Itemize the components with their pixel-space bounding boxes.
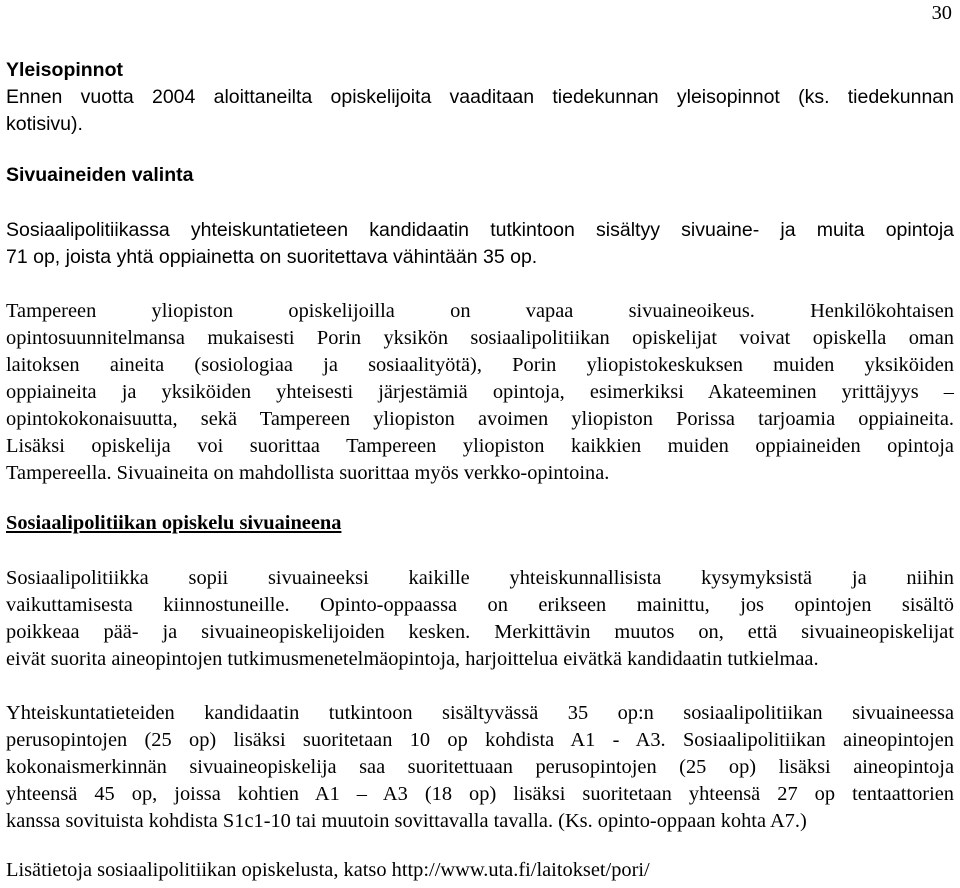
paragraph-line: vaikuttamisesta kiinnostuneille. Opinto-oppaassa on erikseen mainittu, jos opintojen sisältö (6, 594, 954, 616)
heading-sivuaineena: Sosiaalipolitiikan opiskelu sivuaineena (6, 512, 342, 534)
paragraph-lisatietoja: Lisätietoja sosiaalipolitiikan opiskelusta, katso http://www.uta.fi/laitokset/pori/ (6, 859, 650, 881)
paragraph-line: Yhteiskuntatieteiden kandidaatin tutkintoon sisältyvässä 35 op:n sosiaalipolitiikan sivuaineessa (6, 702, 954, 724)
paragraph-line: poikkeaa pää- ja sivuaineopiskelijoiden kesken. Merkittävin muutos on, että sivuaineopiskelijat (6, 621, 954, 643)
heading-yleisopinnot: Yleisopinnot (6, 59, 123, 81)
paragraph-line: opintosuunnitelmansa mukaisesti Porin yksikön sosiaalipolitiikan opiskelijat voivat opiskella oman (6, 327, 954, 349)
page-number: 30 (931, 2, 952, 24)
paragraph-sivuaineena (6, 565, 954, 673)
paragraph-kandidaatin-tutkinto (6, 700, 954, 835)
paragraph-sivuaineiden-valinta (6, 217, 954, 271)
paragraph-line: Sosiaalipolitiikassa yhteiskuntatieteen kandidaatin tutkintoon sisältyy sivuaine- ja muita opintoja (6, 219, 954, 241)
paragraph-line: yhteensä 45 op, joissa kohtien A1 – A3 (18 op) lisäksi suoritetaan yhteensä 27 op tentaattorien (6, 783, 954, 805)
paragraph-line: kanssa sovituista kohdista S1c1-10 tai muutoin sovittavalla tavalla. (Ks. opinto-oppaan kohta A7.) (6, 810, 807, 832)
paragraph-line: opintokokonaisuutta, sekä Tampereen yliopiston avoimen yliopiston Porissa tarjoamia oppiaineita. (6, 408, 954, 430)
paragraph-line: Sosiaalipolitiikka sopii sivuaineeksi kaikille yhteiskunnallisista kysymyksistä ja niihin (6, 567, 954, 589)
paragraph-line: Tampereen yliopiston opiskelijoilla on vapaa sivuaineoikeus. Henkilökohtaisen (6, 300, 954, 322)
paragraph-line: Tampereella. Sivuaineita on mahdollista suorittaa myös verkko-opintoina. (6, 462, 610, 484)
heading-sivuaineiden-valinta: Sivuaineiden valinta (6, 164, 194, 186)
paragraph-yleisopinnot (6, 84, 954, 138)
paragraph-line: kokonaismerkinnän sivuaineopiskelija saa suoritettuaan perusopintojen (25 op) lisäksi aineopintoja (6, 756, 954, 778)
paragraph-line: eivät suorita aineopintojen tutkimusmenetelmäopintoja, harjoittelua eivätkä kandidaatin tutkielmaa. (6, 648, 819, 670)
paragraph-line: Lisäksi opiskelija voi suorittaa Tampereen yliopiston kaikkien muiden oppiaineiden opintoja (6, 435, 954, 457)
paragraph-vapaa-sivuaineoikeus (6, 298, 954, 487)
paragraph-line: laitoksen aineita (sosiologiaa ja sosiaalityötä), Porin yliopistokeskuksen muiden yksiköiden (6, 354, 954, 376)
paragraph-line: perusopintojen (25 op) lisäksi suoritetaan 10 op kohdista A1 - A3. Sosiaalipolitiikan aineopintojen (6, 729, 954, 751)
paragraph-line: 71 op, joista yhtä oppiainetta on suoritettava vähintään 35 op. (6, 246, 538, 268)
paragraph-line: oppiaineita ja yksiköiden yhteisesti järjestämiä opintoja, esimerkiksi Akateeminen yrittäjyys – (6, 381, 954, 403)
paragraph-line: Ennen vuotta 2004 aloittaneilta opiskelijoita vaaditaan tiedekunnan yleisopinnot (ks. tiedekunnan (6, 86, 954, 108)
paragraph-line: kotisivu). (6, 113, 83, 135)
